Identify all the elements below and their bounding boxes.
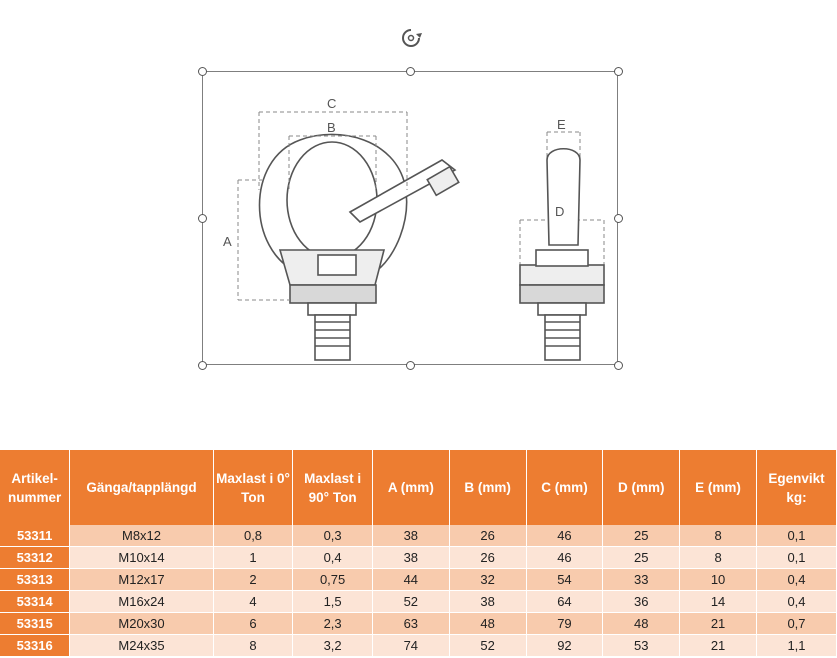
article-number-cell: 53314 [0, 591, 70, 613]
table-cell: 46 [526, 547, 603, 569]
table-cell: 48 [603, 613, 680, 635]
col-header: Gänga/tapplängd [70, 450, 213, 525]
table-cell: 48 [449, 613, 526, 635]
table-cell: 74 [372, 635, 449, 657]
dim-label-d: D [555, 204, 565, 219]
table-cell: 8 [213, 635, 293, 657]
table-cell: 2,3 [293, 613, 373, 635]
table-cell: 0,1 [756, 525, 836, 547]
col-header: Egenvikt kg: [756, 450, 836, 525]
table-header-row [0, 450, 837, 525]
col-header: B (mm) [449, 450, 526, 525]
table-cell: M8x12 [70, 525, 213, 547]
table-cell: 38 [372, 547, 449, 569]
table-cell: 79 [526, 613, 603, 635]
table-cell: 6 [213, 613, 293, 635]
table-row [0, 569, 837, 591]
table-cell: 1,1 [756, 635, 836, 657]
dim-label-a: A [223, 234, 232, 249]
table-cell: 92 [526, 635, 603, 657]
table-cell: 36 [603, 591, 680, 613]
table-cell: 1,5 [293, 591, 373, 613]
dim-label-c: C [327, 96, 337, 111]
dim-label-b: B [327, 120, 336, 135]
article-number-cell: 53315 [0, 613, 70, 635]
article-number-cell: 53312 [0, 547, 70, 569]
table-cell: 0,8 [213, 525, 293, 547]
table-cell: 1 [213, 547, 293, 569]
table-cell: 38 [372, 525, 449, 547]
table-cell: 32 [449, 569, 526, 591]
table-cell: 33 [603, 569, 680, 591]
table-cell: 8 [680, 525, 757, 547]
table-cell: 26 [449, 525, 526, 547]
table-cell: 25 [603, 525, 680, 547]
table-cell: 25 [603, 547, 680, 569]
table-cell: 3,2 [293, 635, 373, 657]
table-cell: 0,3 [293, 525, 373, 547]
article-number-cell: 53311 [0, 525, 70, 547]
table-cell: 8 [680, 547, 757, 569]
table-cell: 44 [372, 569, 449, 591]
table-cell: 14 [680, 591, 757, 613]
table-cell: 53 [603, 635, 680, 657]
table-cell: M16x24 [70, 591, 213, 613]
col-header: D (mm) [603, 450, 680, 525]
table-cell: 0,7 [756, 613, 836, 635]
table-cell: 52 [449, 635, 526, 657]
table-cell: 46 [526, 525, 603, 547]
table-cell: 0,4 [293, 547, 373, 569]
table-cell: 0,4 [756, 569, 836, 591]
table-cell: 0,75 [293, 569, 373, 591]
table-cell: M24x35 [70, 635, 213, 657]
table-row [0, 591, 837, 613]
col-header: Artikel-nummer [0, 450, 70, 525]
table-cell: 2 [213, 569, 293, 591]
table-cell: 0,4 [756, 591, 836, 613]
col-header: E (mm) [680, 450, 757, 525]
table-row [0, 613, 837, 635]
table-cell: 21 [680, 635, 757, 657]
table-cell: 10 [680, 569, 757, 591]
table-row [0, 525, 837, 547]
table-row [0, 635, 837, 657]
table-row [0, 547, 837, 569]
article-number-cell: 53316 [0, 635, 70, 657]
table-cell: 64 [526, 591, 603, 613]
table-cell: 4 [213, 591, 293, 613]
col-header: C (mm) [526, 450, 603, 525]
col-header: Maxlast i 90° Ton [293, 450, 373, 525]
table-cell: 63 [372, 613, 449, 635]
dim-label-e: E [557, 117, 566, 132]
col-header: Maxlast i 0° Ton [213, 450, 293, 525]
table-cell: 38 [449, 591, 526, 613]
table-cell: M10x14 [70, 547, 213, 569]
col-header: A (mm) [372, 450, 449, 525]
table-cell: M20x30 [70, 613, 213, 635]
table-cell: 21 [680, 613, 757, 635]
table-cell: M12x17 [70, 569, 213, 591]
table-cell: 54 [526, 569, 603, 591]
table-cell: 0,1 [756, 547, 836, 569]
table-cell: 26 [449, 547, 526, 569]
spec-table [0, 450, 837, 657]
article-number-cell: 53313 [0, 569, 70, 591]
table-cell: 52 [372, 591, 449, 613]
